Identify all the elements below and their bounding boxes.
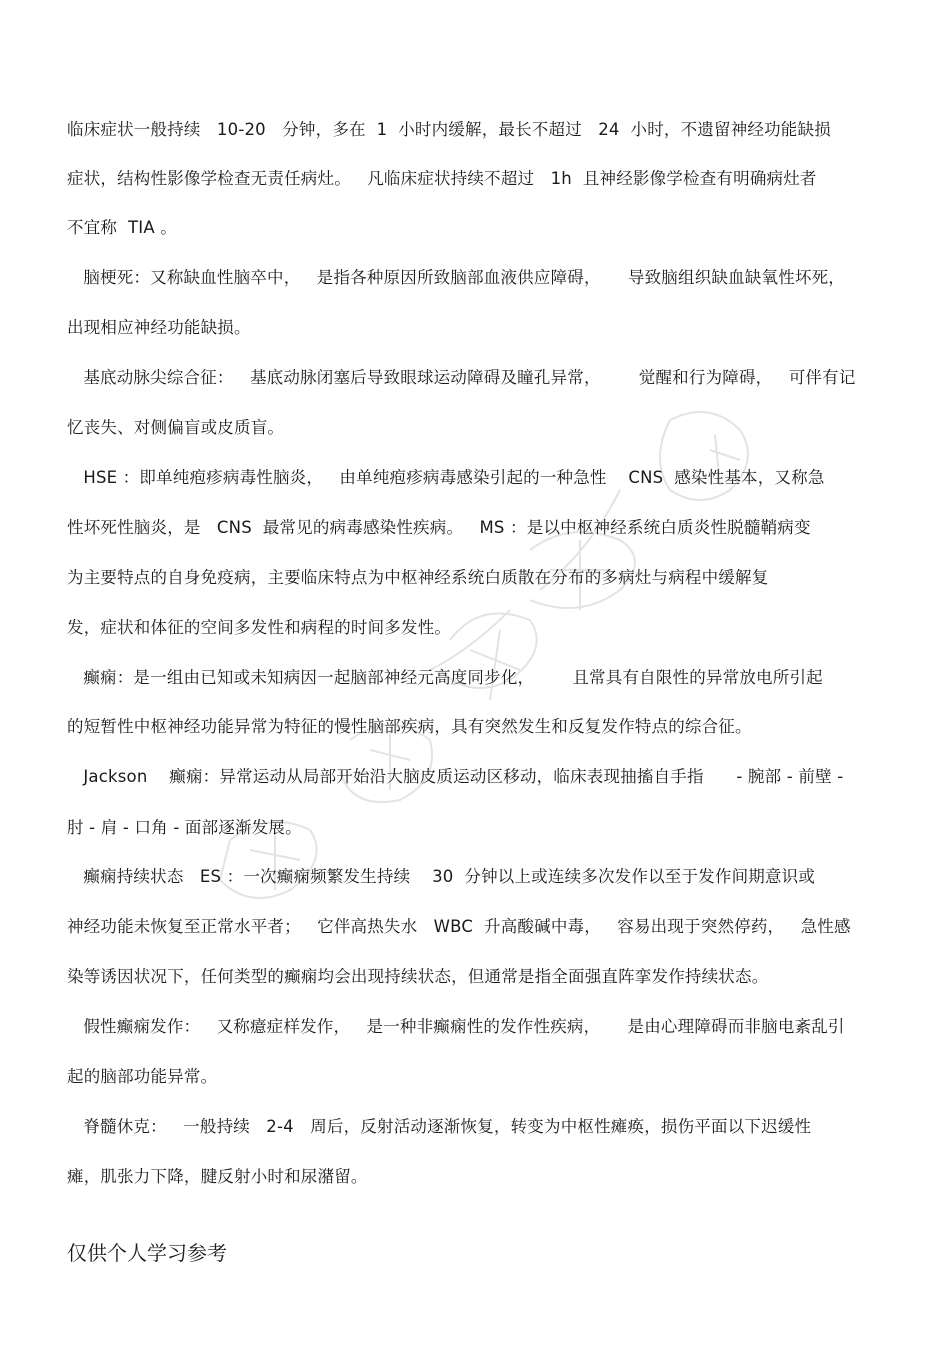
text-line-3: 不宜称 TIA 。: [67, 218, 177, 237]
text-line-18: 染等诱因状况下，任何类型的癫痫均会出现持续状态，但通常是指全面强直阵挛发作持续状态。: [67, 967, 769, 986]
text-line-11: 发，症状和体征的空间多发性和病程的时间多发性。: [67, 618, 452, 637]
text-line-17: 神经功能未恢复至正常水平者； 它伴高热失水 WBC 升高酸碱中毒， 容易出现于突然停药， 急性感: [67, 917, 851, 936]
text-line-12: 癫痫：是一组由已知或未知病因一起脑部神经元高度同步化， 且常具有自限性的异常放电所引起: [67, 668, 823, 687]
text-line-7: 忆丧失、对侧偏盲或皮质盲。: [67, 418, 285, 437]
text-line-8: HSE ：即单纯疱疹病毒性脑炎， 由单纯疱疹病毒感染引起的一种急性 CNS 感染性基本，又称急: [67, 468, 825, 487]
text-line-20: 起的脑部功能异常。: [67, 1067, 218, 1086]
text-line-2: 症状，结构性影像学检查无责任病灶。 凡临床症状持续不超过 1h 且神经影像学检查有明确病灶者: [67, 169, 817, 188]
text-line-5: 出现相应神经功能缺损。: [67, 318, 251, 337]
text-line-22: 瘫，肌张力下降，腱反射小时和尿潴留。: [67, 1167, 368, 1186]
text-line-19: 假性癫痫发作： 又称癔症样发作， 是一种非癫痫性的发作性疾病， 是由心理障碍而非脑电紊乱引: [67, 1017, 845, 1036]
text-line-9: 性坏死性脑炎，是 CNS 最常见的病毒感染性疾病。 MS ：是以中枢神经系统白质炎性脱髓鞘病变: [67, 518, 811, 537]
text-line-4: 脑梗死：又称缺血性脑卒中， 是指各种原因所致脑部血液供应障碍， 导致脑组织缺血缺氧性坏死，: [67, 268, 845, 287]
text-line-16: 癫痫持续状态 ES ：一次癫痫频繁发生持续 30 分钟以上或连续多次发作以至于发作间期意识或: [67, 867, 816, 886]
text-line-14: Jackson 癫痫：异常运动从局部开始沿大脑皮质运动区移动，临床表现抽搐自手指 - 腕部 - 前壁 -: [67, 767, 844, 786]
footer-note: 仅供个人学习参考: [67, 1241, 227, 1265]
text-line-1: 临床症状一般持续 10-20 分钟，多在 1 小时内缓解，最长不超过 24 小时，不遗留神经功能缺损: [67, 120, 831, 139]
text-line-21: 脊髓休克： 一般持续 2-4 周后，反射活动逐渐恢复，转变为中枢性瘫痪，损伤平面以下迟缓性: [67, 1117, 812, 1136]
watermark-stamp: [150, 380, 910, 940]
text-line-6: 基底动脉尖综合征： 基底动脉闭塞后导致眼球运动障碍及瞳孔异常， 觉醒和行为障碍， 可伴有记: [67, 368, 856, 387]
text-line-13: 的短暂性中枢神经功能异常为特征的慢性脑部疾病，具有突然发生和反复发作特点的综合征。: [67, 717, 752, 736]
text-line-15: 肘 - 肩 - 口角 - 面部逐渐发展。: [67, 818, 302, 837]
text-line-10: 为主要特点的自身免疫病，主要临床特点为中枢神经系统白质散在分布的多病灶与病程中缓解复: [67, 568, 769, 587]
